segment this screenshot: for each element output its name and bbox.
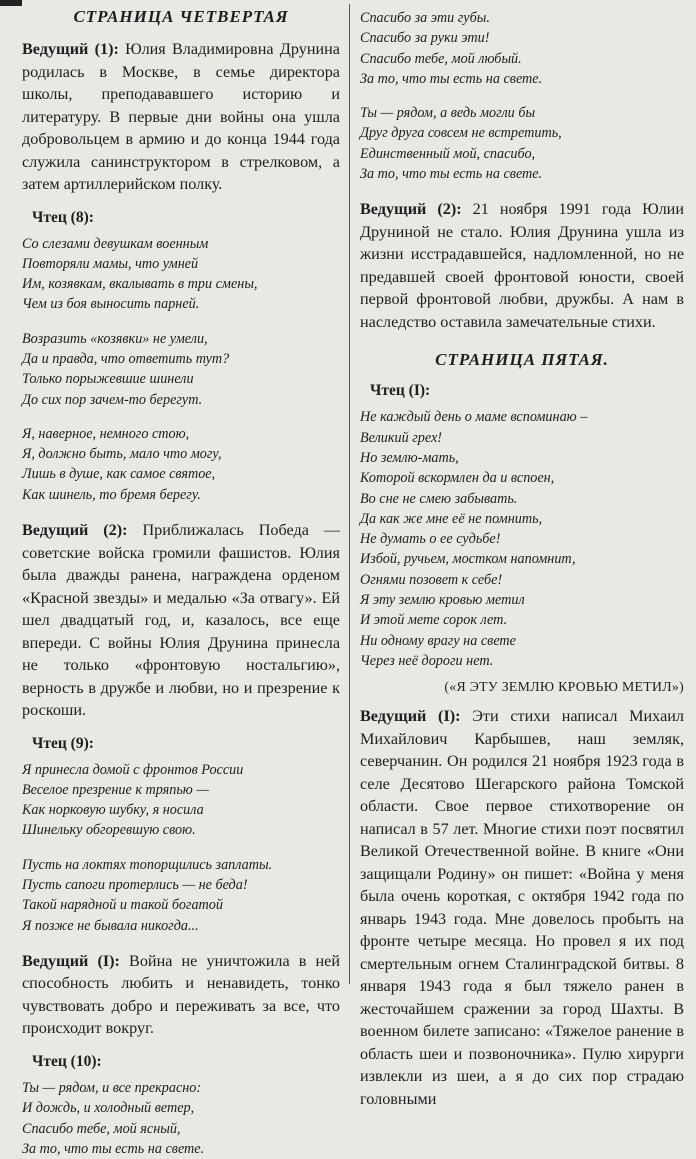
paragraph-text: Война не уничтожила в ней способность любить и ненавидеть, тонко чувствовать добро и переживать за все, что происходит вокруг. — [22, 951, 341, 1038]
poem-stanza: Пусть на локтях топорщились заплаты. Пусть сапоги протерлись — не беда! Такой нарядной и такой богатой Я позже не бывала никогда... — [22, 856, 273, 934]
poem-stanza: Ты — рядом, и все прекрасно: И дождь, и холодный ветер, Спасибо тебе, мой ясный, За то, что ты есть на свете. — [22, 1079, 205, 1157]
column-divider — [349, 4, 350, 984]
speaker-label: Ведущий (2): — [22, 521, 128, 540]
reader-1-label: Чтец (I): — [370, 382, 431, 400]
left-column — [22, 0, 341, 1157]
reader-9-label: Чтец (9): — [32, 734, 94, 752]
right-column — [360, 0, 684, 1108]
reader-10-label: Чтец (10): — [32, 1052, 102, 1070]
host-1-paragraph — [360, 705, 684, 1110]
paragraph-text: 21 ноября 1991 года Юлии Друниной не стало. Юлия Друнина ушла из жизни исстрадавшейся, надломленной, но не предавшей своей фронтовой юности, своей первой фронтовой любви, дружбы. А нам в наследство оставила замечательные стихи. — [360, 200, 684, 331]
speaker-label: Ведущий (1): — [22, 40, 119, 58]
paragraph-text: Юлия Владимировна Друнина родилась в Москве, в семье директора школы, преподававшего историю и литературу. В первые дни войны она ушла добровольцем в армию и до конца 1944 года служила санинструктором в стрелковом, а затем артиллерийском полку. — [22, 40, 340, 193]
poem-stanza: Ты — рядом, а ведь могли бы Друг друга совсем не встретить, Единственный мой, спасибо, За то, что ты есть на свете. — [360, 105, 562, 183]
host-1-paragraph — [22, 38, 340, 196]
paragraph-text: Приближалась Победа — советские войска громили фашистов. Юлия была дважды ранена, награждена орденом «Красной звезды» и медалью «За отвагу». Ей шел двадцатый год, и, казалось, все еще впереди. С войны Юлия Друнина принесла не только «фронтовую ностальгию», верность в дружбе и любви, но и презрение к роскоши. — [22, 521, 341, 720]
poem-stanza: Со слезами девушкам военным Повторяли мамы, что умней Им, козявкам, вкалывать в три смены, Чем из боя выносить парней. — [22, 235, 258, 313]
poem-stanza: Я принесла домой с фронтов России Веселое презрение к тряпью — Как норковую шубку, я носила Шинельку обгоревшую свою. — [22, 761, 244, 839]
poem-stanza: Не каждый день о маме вспоминаю – Великий грех! Но землю-мать, Которой вскормлен да и вспоен, Во сне не смею забывать. Да как же мне её не помнить, Не думать о ее судьбе! Избой, ручьем, мостком напомнит, Огнями позовет к себе! Я эту землю кровью метил И этой мете сорок лет. Ни одному врагу на свете Через неё дороги нет. — [360, 409, 588, 669]
corner-mark — [0, 0, 22, 6]
page-five-heading: СТРАНИЦА ПЯТАЯ. — [435, 350, 609, 370]
poem-stanza: Я, наверное, немного стою, Я, должно быть, мало что могу, Лишь в душе, как самое святое, Как шинель, то бремя берегу. — [22, 425, 222, 503]
page-four-heading: СТРАНИЦА ЧЕТВЕРТАЯ — [73, 7, 289, 26]
poem-stanza: Спасибо за эти губы. Спасибо за руки эти! Спасибо тебе, мой любый. За то, что ты есть на свете. — [360, 10, 543, 87]
speaker-label: Ведущий (I): — [22, 951, 120, 970]
host-2-paragraph — [360, 198, 684, 333]
speaker-label: Ведущий (2): — [360, 200, 462, 219]
speaker-label: Ведущий (I): — [360, 707, 461, 726]
paragraph-text: Эти стихи написал Михаил Михайлович Карбышев, наш земляк, северчанин. Он родился 21 ноября 1923 года в селе Десятово Шегарского района Томской области. Свое первое стихотворение он написал в 57 лет. Многие стихи поэт посвятил Великой Отечественной войне. В книге «Они защищали Родину» он пишет: «Война у меня была очень короткая, с октября 1942 года по январь 1943 года. Мне довелось пробыть на фронте четыре месяца. Но провел я их под смертельным огнем Сталинградской битвы. 8 января 1943 года я был тяжело ранен в жесточайшем сражении за город Шахты. В военном билете записано: «Тяжелое ранение в область шеи и позвоночника». Пулю хирурги извлекли из шеи, а я до сих пор страдаю головными — [360, 707, 684, 1108]
reader-8-label: Чтец (8): — [32, 208, 94, 226]
host-1-paragraph — [22, 950, 340, 1040]
poem-stanza: Возразить «козявки» не умели, Да и правда, что ответить тут? Только порыжевшие шинели До сих пор зачем-то берегут. — [22, 330, 230, 408]
host-2-paragraph — [22, 519, 340, 722]
poem-title-caption: («Я ЭТУ ЗЕМЛЮ КРОВЬЮ МЕТИЛ») — [444, 679, 684, 695]
